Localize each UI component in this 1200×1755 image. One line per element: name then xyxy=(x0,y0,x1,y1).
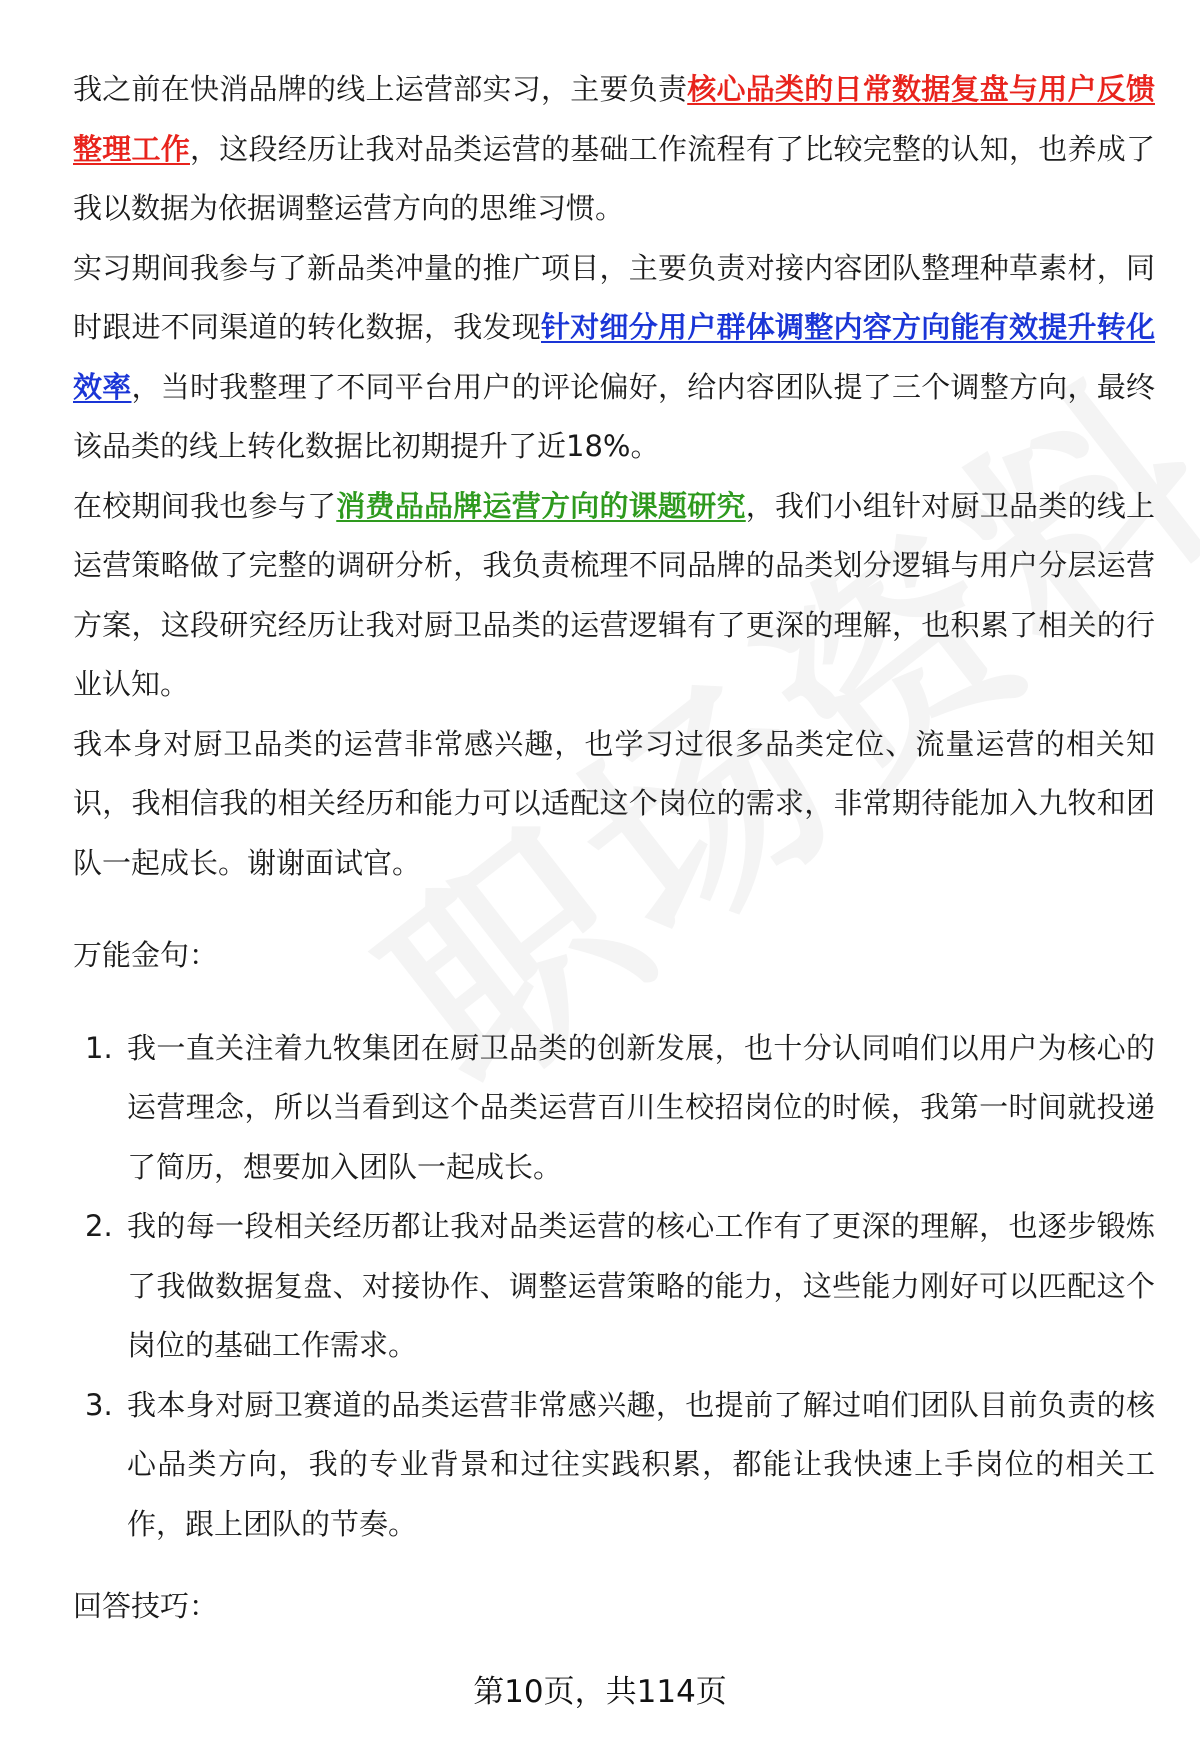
list-number: 1. xyxy=(85,1030,113,1065)
paragraph-2 xyxy=(73,239,1155,477)
list-text: 我的每一段相关经历都让我对品类运营的核心工作有了更深的理解，也逐步锻炼了我做数据复盘、对接协作、调整运营策略的能力，这些能力刚好可以匹配这个岗位的基础工作需求。 xyxy=(127,1209,1155,1362)
paragraph-text: 实习期间我参与了新品类冲量的推广项目，主要负责对接内容团队整理种草素材，同时跟进不同渠道的转化数据，我发现 xyxy=(73,250,1155,344)
document-body xyxy=(73,60,1155,1637)
paragraph-text: ，当时我整理了不同平台用户的评论偏好，给内容团队提了三个调整方向，最终该品类的线上转化数据比初期提升了近18%。 xyxy=(73,369,1155,463)
paragraph-1 xyxy=(73,60,1155,239)
golden-title: 万能金句： xyxy=(73,938,219,972)
paragraph-text: 我之前在快消品牌的线上运营部实习，主要负责 xyxy=(73,72,688,106)
list-item xyxy=(73,1376,1155,1555)
paragraph-text: ，这段经历让我对品类运营的基础工作流程有了比较完整的认知，也养成了我以数据为依据调整运营方向的思维习惯。 xyxy=(73,131,1155,225)
paragraph-4: 我本身对厨卫品类的运营非常感兴趣，也学习过很多品类定位、流量运营的相关知识，我相信我的相关经历和能力可以适配这个岗位的需求，非常期待能加入九牧和团队一起成长。谢谢面试官。 xyxy=(73,726,1155,880)
list-item xyxy=(73,1019,1155,1198)
list-text: 我一直关注着九牧集团在厨卫品类的创新发展，也十分认同咱们以用户为核心的运营理念，所以当看到这个品类运营百川生校招岗位的时候，我第一时间就投递了简历，想要加入团队一起成长。 xyxy=(127,1030,1155,1184)
tips-title: 回答技巧： xyxy=(73,1589,219,1623)
list-text: 我本身对厨卫赛道的品类运营非常感兴趣，也提前了解过咱们团队目前负责的核心品类方向，我的专业背景和过往实践积累，都能让我快速上手岗位的相关工作，跟上团队的节奏。 xyxy=(127,1387,1155,1541)
highlight-red: 核心品类的日常数据复盘与用户反馈整理工作 xyxy=(73,72,1155,166)
highlight-blue: 针对细分用户群体调整内容方向能有效提升转化效率 xyxy=(73,310,1155,404)
list-item xyxy=(73,1197,1155,1376)
list-number: 2. xyxy=(85,1209,113,1243)
page-footer: 第10页，共114页 xyxy=(473,1674,727,1710)
paragraph-text: ，我们小组针对厨卫品类的线上运营策略做了完整的调研分析，我负责梳理不同品牌的品类划分逻辑与用户分层运营方案，这段研究经历让我对厨卫品类的运营逻辑有了更深的理解，也积累了相关的行业认知。 xyxy=(73,488,1155,701)
highlight-green: 消费品品牌运营方向的课题研究 xyxy=(336,488,746,523)
paragraph-3 xyxy=(73,477,1155,715)
list-number: 3. xyxy=(85,1387,113,1422)
golden-list xyxy=(73,1019,1155,1555)
paragraph-text: 在校期间我也参与了 xyxy=(73,488,337,523)
